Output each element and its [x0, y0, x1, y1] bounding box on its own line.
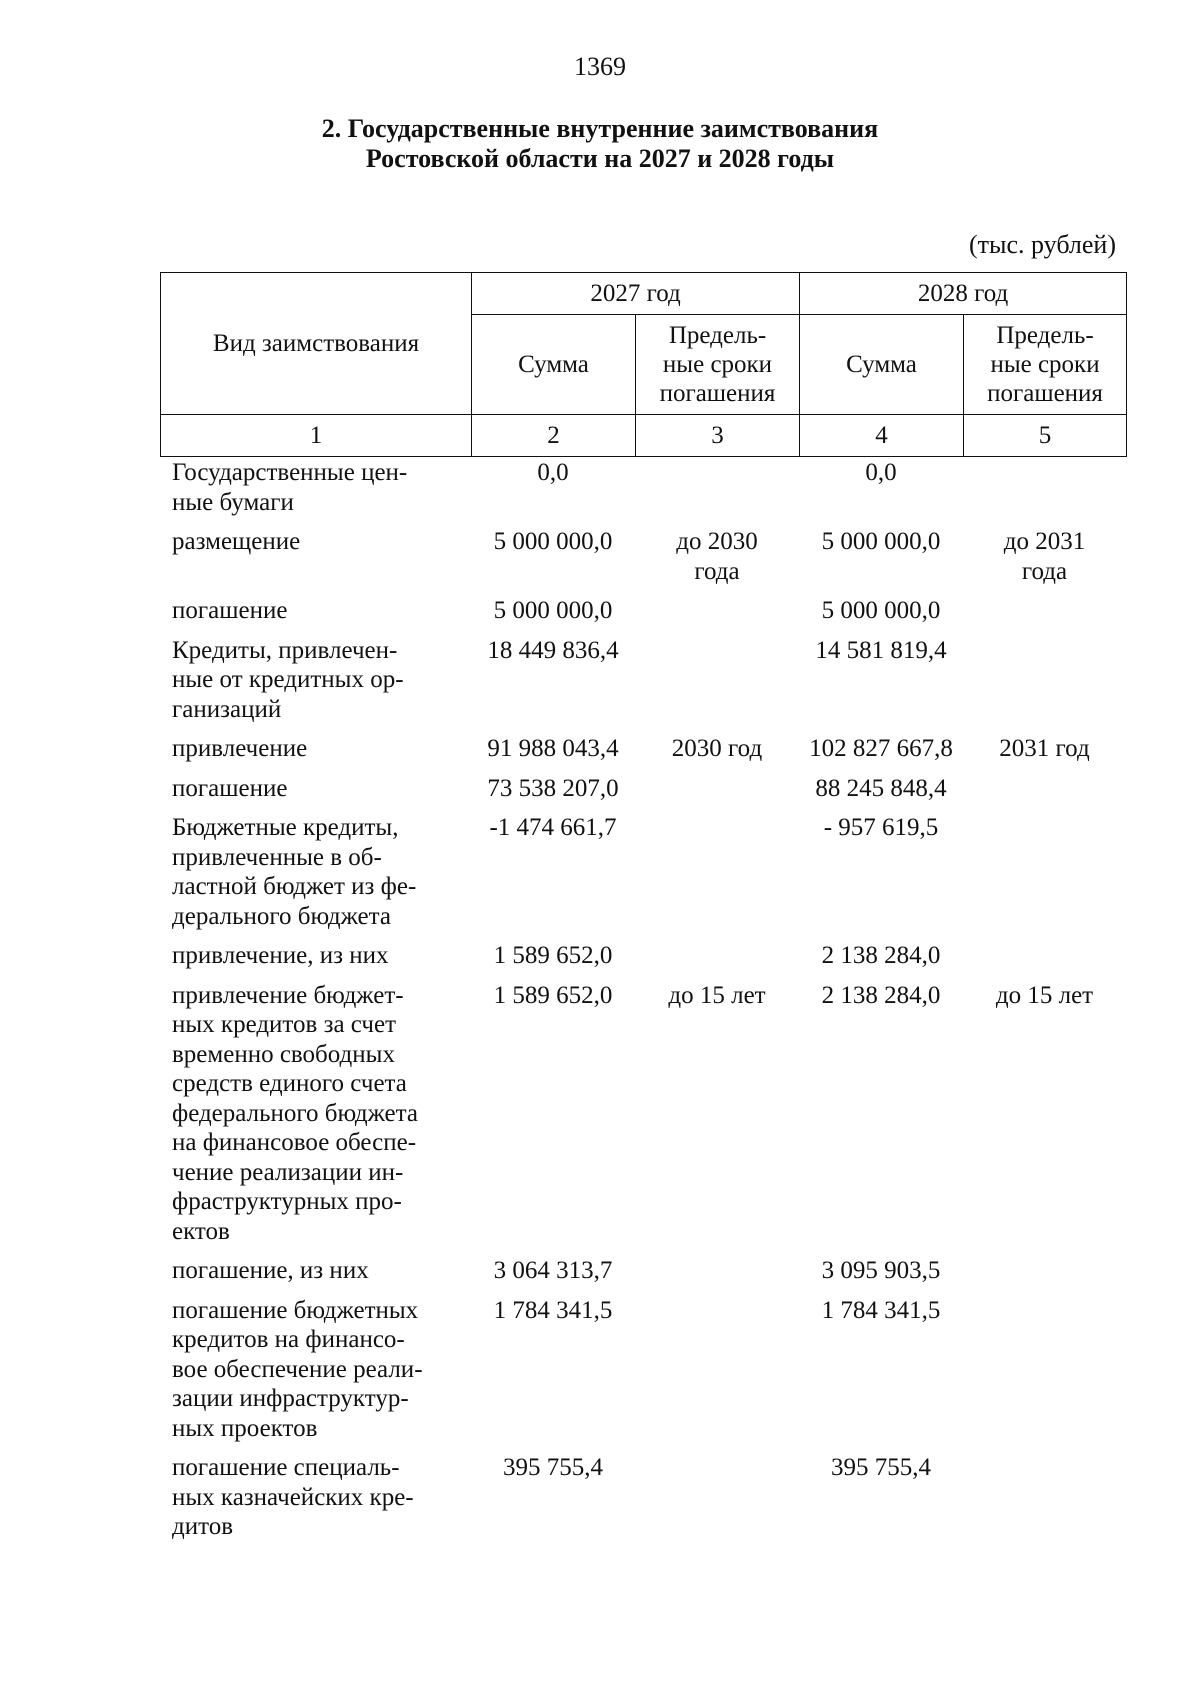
sum-2028: 5 000 000,0 [821, 528, 941, 555]
term-2028: 2031 год [999, 735, 1090, 762]
table-header [160, 272, 1127, 457]
row-name: погашение [172, 597, 288, 624]
sum-2027: 18 449 836,4 [487, 636, 619, 664]
sum-2028: 3 095 903,5 [821, 1257, 941, 1284]
header-sum-2028: Сумма [800, 315, 964, 415]
term-2027: 2030 год [671, 735, 763, 762]
term-2028 [963, 774, 1126, 814]
term-2028: до 15 лет [995, 981, 1094, 1009]
term-2027 [635, 941, 799, 981]
row-name: Кредиты, привлечен- ные от кредитных ор- ганизаций [172, 636, 404, 723]
sum-2027: 1 784 341,5 [493, 1296, 613, 1324]
row-name: погашение [172, 774, 288, 802]
row-name: погашение, из них [172, 1257, 369, 1284]
page-number: 1369 [574, 52, 626, 81]
sum-2028: 1 784 341,5 [821, 1296, 941, 1324]
sum-2027: 0,0 [537, 459, 569, 486]
row-name: привлечение бюджет- ных кредитов за счет временно свободных средств единого счета федерального бюджета на финансовое обеспе- чение реализации ин- фраструктурных про- ектов [172, 981, 418, 1245]
sum-2028: - 957 619,5 [823, 814, 939, 841]
sum-2027: 73 538 207,0 [487, 774, 619, 802]
term-2028 [963, 636, 1126, 735]
sum-2027: 1 589 652,0 [493, 981, 613, 1009]
table-row [160, 941, 1126, 981]
header-year-2028: 2028 год [800, 273, 1127, 315]
column-number: 2 [472, 415, 636, 457]
sum-2028: 395 755,4 [831, 1454, 931, 1481]
row-name: размещение [172, 528, 301, 555]
title-line-2: Ростовской области на 2027 и 2028 годы [365, 144, 835, 173]
sum-2027: 5 000 000,0 [493, 528, 613, 555]
sum-2028: 2 138 284,0 [821, 942, 941, 969]
header-sum-2027: Сумма [472, 315, 636, 415]
row-name: погашение бюджетных кредитов на финансо- вое обеспечение реали- зации инфраструктур- ных проектов [172, 1296, 423, 1442]
term-2028 [963, 1256, 1126, 1296]
column-number: 3 [636, 415, 800, 457]
table-row [160, 596, 1126, 636]
term-2027 [635, 774, 799, 814]
table-body [160, 458, 1126, 1552]
row-name: привлечение [172, 735, 308, 762]
sum-2027: 5 000 000,0 [493, 597, 613, 624]
sum-2027: 1 589 652,0 [493, 942, 613, 969]
term-2028 [963, 596, 1126, 636]
term-2027: до 15 лет [668, 981, 766, 1009]
row-name: Бюджетные кредиты, привлеченные в об- ластной бюджет из фе- дерального бюджета [172, 814, 417, 930]
row-name: погашение специаль- ных казначейских кре- дитов [172, 1454, 414, 1540]
sum-2028: 102 827 667,8 [809, 735, 953, 762]
table-row [160, 458, 1126, 527]
row-name: привлечение, из них [172, 942, 389, 969]
column-number: 4 [800, 415, 964, 457]
term-2027 [635, 458, 799, 527]
table-row [160, 636, 1126, 735]
header-year-2027: 2027 год [472, 273, 800, 315]
sum-2028: 14 581 819,4 [815, 636, 947, 664]
term-2028 [963, 1296, 1126, 1454]
column-number: 5 [964, 415, 1127, 457]
column-number: 1 [161, 415, 472, 457]
sum-2027: 395 755,4 [503, 1454, 603, 1481]
term-2027 [635, 1296, 799, 1454]
sum-2027: 3 064 313,7 [493, 1257, 613, 1284]
sum-2028: 88 245 848,4 [815, 774, 947, 802]
sum-2028: 0,0 [865, 459, 897, 486]
row-name: Государственные цен- ные бумаги [172, 459, 408, 516]
sum-2028: 2 138 284,0 [821, 981, 941, 1009]
term-2027 [635, 813, 799, 941]
sum-2027: -1 474 661,7 [489, 814, 617, 841]
header-kind: Вид заимствования [161, 273, 472, 415]
title-line-1: 2. Государственные внутренние заимствования [321, 114, 879, 143]
table-row [160, 734, 1126, 774]
page-title [0, 114, 1200, 174]
term-2028 [963, 1453, 1126, 1552]
term-2027 [635, 1453, 799, 1552]
term-2027 [635, 1256, 799, 1296]
table-row [160, 774, 1126, 814]
header-term-2028: Предель- ные сроки погашения [964, 315, 1127, 415]
term-2028: до 2031 года [1003, 528, 1086, 585]
column-numbers-row [161, 415, 1127, 457]
term-2028 [963, 458, 1126, 527]
sum-2028: 5 000 000,0 [821, 597, 941, 624]
units-label: (тыс. рублей) [968, 230, 1116, 259]
table-row [160, 527, 1126, 596]
term-2027 [635, 596, 799, 636]
table-row [160, 813, 1126, 941]
term-2027: до 2030 года [676, 528, 758, 585]
sum-2027: 91 988 043,4 [487, 735, 619, 762]
term-2028 [963, 813, 1126, 941]
table-row [160, 1256, 1126, 1296]
table-row [160, 981, 1126, 1257]
header-term-2027: Предель- ные сроки погашения [636, 315, 800, 415]
term-2028 [963, 941, 1126, 981]
table-row [160, 1453, 1126, 1552]
table-row [160, 1296, 1126, 1454]
term-2027 [635, 636, 799, 735]
